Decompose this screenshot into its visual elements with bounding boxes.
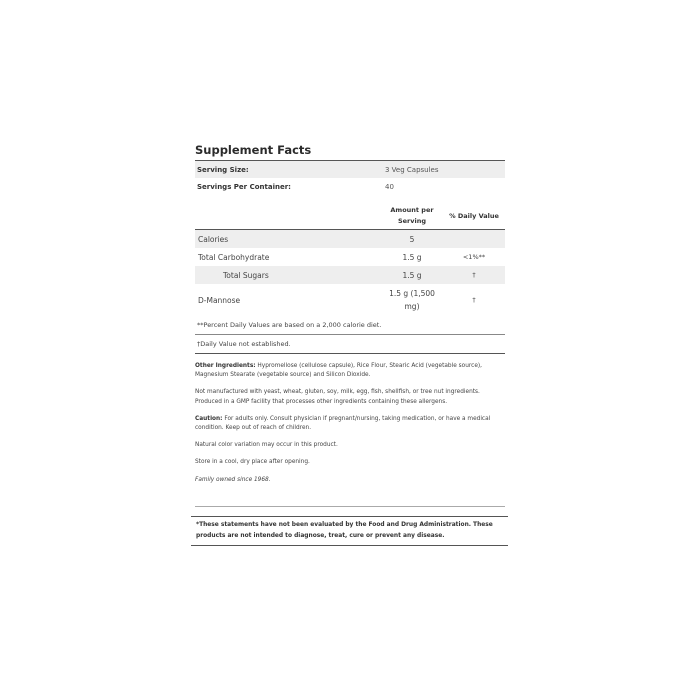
nutrient-name: Total Carbohydrate bbox=[198, 252, 270, 262]
other-ingredients-label: Other Ingredients: bbox=[195, 363, 256, 369]
nutrient-daily-value: <1%** bbox=[462, 253, 486, 261]
nutrient-row-calories bbox=[195, 230, 505, 248]
disclaimer-bottom-divider bbox=[191, 545, 508, 546]
family-owned-note: Family owned since 1968. bbox=[195, 476, 271, 483]
nutrient-name: Calories bbox=[198, 234, 229, 244]
caution-label: Caution: bbox=[195, 415, 223, 422]
nutrient-daily-value: † bbox=[472, 296, 476, 304]
nutrient-amount: 1.5 g (1,500 mg) bbox=[389, 289, 435, 311]
fda-disclaimer-box bbox=[191, 516, 508, 546]
percent-daily-value-footnote: **Percent Daily Values are based on a 2,000 calorie diet. bbox=[197, 321, 382, 329]
facts-bottom-divider bbox=[195, 353, 505, 354]
nutrient-row-sugars bbox=[195, 266, 505, 284]
color-variation-note: Natural color variation may occur in this product. bbox=[195, 442, 338, 449]
servings-per-container-row bbox=[195, 178, 505, 195]
servings-per-container-label: Servings Per Container: bbox=[197, 182, 291, 191]
serving-size-value: 3 Veg Capsules bbox=[385, 165, 439, 174]
nutrient-amount: 5 bbox=[409, 234, 415, 244]
daily-value-header: % Daily Value bbox=[449, 212, 499, 220]
nutrient-amount: 1.5 g bbox=[402, 270, 422, 280]
nutrient-row-d-mannose bbox=[195, 284, 505, 316]
dagger-footnote: †Daily Value not established. bbox=[197, 340, 291, 348]
nutrient-name: Total Sugars bbox=[223, 270, 269, 280]
panel-title: Supplement Facts bbox=[195, 143, 312, 157]
nutrient-amount: 1.5 g bbox=[402, 252, 422, 262]
allergen-statement: Not manufactured with yeast, wheat, gluten, soy, milk, egg, fish, shellfish, or tree nut ingredients. Produced in a GMP facility that processes other ingredients containing these allergens. bbox=[195, 389, 480, 405]
amount-per-serving-header: Amount per Serving bbox=[390, 206, 434, 225]
other-ingredients-text: Hypromellose (cellulose capsule), Rice Flour, Stearic Acid (vegetable source), Magnesium Stearate (vegetable source) and Silicon Dioxide. bbox=[195, 363, 482, 379]
storage-note: Store in a cool, dry place after opening. bbox=[195, 459, 310, 466]
caution-text: For adults only. Consult physician if pregnant/nursing, taking medication, or have a medical condition. Keep out of reach of children. bbox=[195, 415, 491, 432]
supplement-facts-panel bbox=[195, 140, 505, 493]
column-header-row bbox=[195, 203, 505, 229]
fda-disclaimer-text: *These statements have not been evaluated by the Food and Drug Administration. These products are not intended to diagnose, treat, cure or prevent any disease. bbox=[196, 522, 493, 539]
nutrient-row-carbohydrate bbox=[195, 248, 505, 266]
serving-size-label: Serving Size: bbox=[197, 165, 249, 174]
ingredients-bottom-divider bbox=[195, 506, 505, 507]
nutrient-daily-value: † bbox=[472, 271, 476, 279]
caution-statement bbox=[195, 415, 505, 433]
servings-per-container-value: 40 bbox=[385, 182, 394, 191]
serving-size-row bbox=[195, 161, 505, 178]
other-ingredients bbox=[195, 362, 505, 380]
nutrient-name: D-Mannose bbox=[198, 295, 241, 305]
